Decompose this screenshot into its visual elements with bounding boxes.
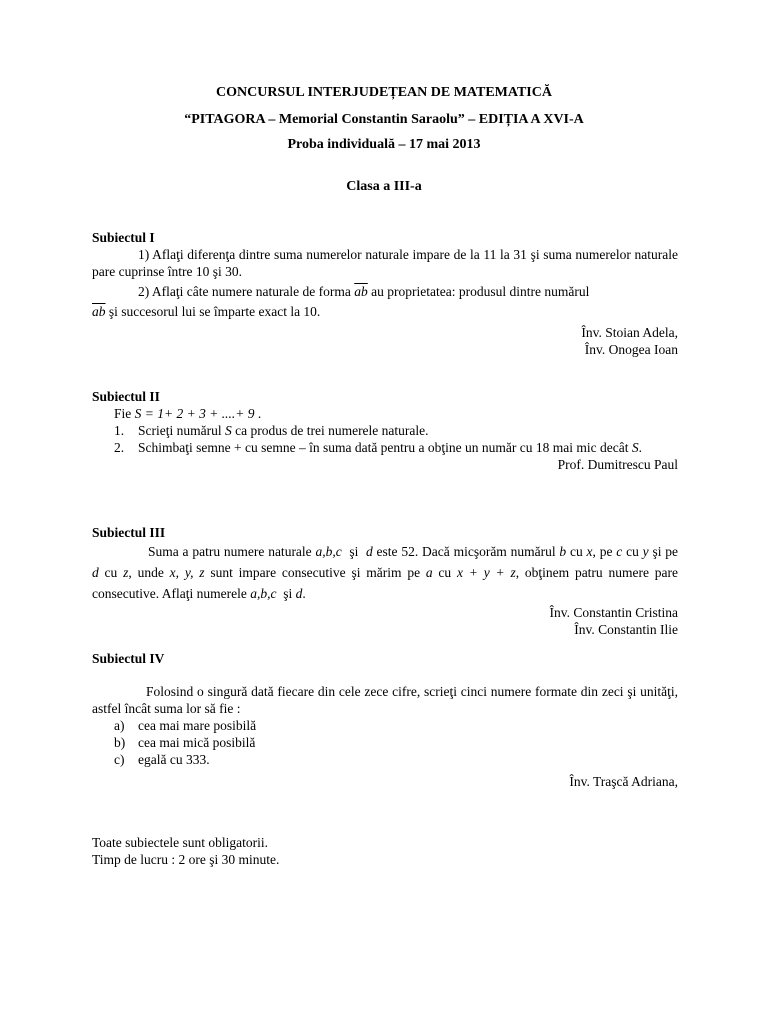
text: , unde [128, 565, 170, 580]
subject-1-title: Subiectul I [92, 230, 155, 245]
subject-4-title: Subiectul IV [92, 651, 165, 666]
author: Înv. Traşcă Adriana, [569, 774, 678, 789]
footer-line-2: Timp de lucru : 2 ore şi 30 minute. [92, 852, 280, 867]
item-text: ca produs de trei numerele naturale. [231, 423, 429, 438]
item-letter: c) [114, 752, 125, 767]
subject-4-item-b [92, 734, 678, 751]
text: cu [432, 565, 457, 580]
item-letter: b) [114, 735, 126, 750]
exam-footer [92, 834, 678, 868]
subject-2 [92, 388, 678, 473]
math-c: c [616, 544, 623, 559]
subject-1-problem-2 [92, 283, 678, 300]
item-text: Schimbaţi semne + cu semne – în suma dată pentru a obţine un număr cu 18 mai mic decât [138, 440, 632, 455]
math-abc: a,b,c [315, 544, 342, 559]
math-s: S [224, 423, 232, 438]
subject-3-text: Suma a patru numere naturale a,b,c şi d este 52. Dacă micşorăm numărul b cu x, pe c cu y şi pe d cu z, unde x, y, z sunt impare consecutive şi mărim pe a cu x + y + z, obţinem patru numere pare consecutive. Aflaţi numerele a,b,c şi d. [92, 544, 679, 601]
text: . [302, 586, 306, 601]
item-number: 2. [114, 440, 125, 455]
text: sunt impare consecutive şi mărim pe [204, 565, 426, 580]
text: Suma a patru numere naturale [148, 544, 316, 559]
author: Înv. Constantin Cristina [549, 605, 678, 620]
contest-subtitle: “PITAGORA – Memorial Constantin Saraolu” – EDIȚIA A XVI-A [184, 112, 584, 127]
subject-4-item-a [92, 717, 678, 734]
footer-line-1: Toate subiectele sunt obligatorii. [92, 835, 269, 850]
grade-label: Clasa a III-a [346, 179, 422, 194]
math-xyz: x, y, z [169, 565, 205, 580]
subject-2-item-2 [92, 439, 678, 456]
text: cu [98, 565, 124, 580]
exam-date: Proba individuală – 17 mai 2013 [287, 137, 481, 152]
intro-end: . [254, 406, 262, 421]
math-x: x [586, 544, 593, 559]
subject-3 [92, 524, 678, 638]
math-ab-overline: $\overline{ab}$ [92, 304, 106, 319]
text: cu [622, 544, 643, 559]
item-letter: a) [114, 718, 125, 733]
math-b: b [559, 544, 567, 559]
item-text: Scrieţi numărul [138, 423, 225, 438]
math-d: d [295, 586, 303, 601]
author: Prof. Dumitrescu Paul [557, 457, 678, 472]
contest-title: CONCURSUL INTERJUDEȚEAN DE MATEMATICĂ [216, 85, 552, 100]
text: obţinem patru numere pare consecutive. Aflaţi numerele [92, 565, 679, 601]
subject-1 [92, 229, 678, 358]
item-text: cea mai mare posibilă [138, 718, 257, 733]
subject-4-item-c [92, 751, 678, 768]
math-a: a [425, 565, 433, 580]
intro-text: Fie [114, 406, 135, 421]
subject-4-intro: Folosind o singură dată fiecare din cele zece cifre, scrieţi cinci numere formate din zeci şi unităţi, astfel încât suma lor să fie : [92, 684, 678, 716]
math-s: S [631, 440, 639, 455]
text: pe [599, 544, 617, 559]
problem-2-text-b: au proprietatea: produsul dintre numărul [367, 284, 590, 299]
text: şi [349, 544, 359, 559]
subject-2-title: Subiectul II [92, 389, 160, 404]
item-text: . [638, 440, 642, 455]
math-ab-overline: $\overline{ab}$ [354, 284, 368, 299]
author: Înv. Stoian Adela, [581, 325, 678, 340]
math-d: d [366, 544, 373, 559]
subject-4 [92, 650, 678, 790]
subject-1-problem-2-cont [92, 303, 678, 320]
author: Înv. Onogea Ioan [584, 342, 678, 357]
item-number: 1. [114, 423, 125, 438]
subject-3-title: Subiectul III [92, 525, 166, 540]
text: şi pe [648, 544, 679, 559]
math-sum-xyz: x + y + z [457, 565, 516, 580]
subject-2-item-1 [92, 422, 678, 439]
author: Înv. Constantin Ilie [574, 622, 678, 637]
sum-expression: S = 1+ 2 + 3 + ....+ 9 [134, 406, 255, 421]
math-d: d [92, 565, 99, 580]
problem-2-text-c: şi succesorul lui se împarte exact la 10. [105, 304, 321, 319]
item-text: cea mai mică posibilă [138, 735, 256, 750]
math-y: y [642, 544, 649, 559]
text: cu [566, 544, 587, 559]
text: este 52. Dacă micşorăm numărul [372, 544, 560, 559]
text: şi [283, 586, 293, 601]
subject-2-intro [92, 405, 678, 422]
problem-2-text-a: 2) Aflaţi câte numere naturale de forma [138, 284, 355, 299]
math-abc: a,b,c [250, 586, 277, 601]
text: , [515, 565, 520, 580]
item-text: egală cu 333. [138, 752, 210, 767]
subject-1-problem-1: 1) Aflaţi diferenţa dintre suma numerelor naturale impare de la 11 la 31 şi suma numerelor naturale pare cuprinse între 10 şi 30. [92, 247, 678, 279]
math-z: z [123, 565, 129, 580]
